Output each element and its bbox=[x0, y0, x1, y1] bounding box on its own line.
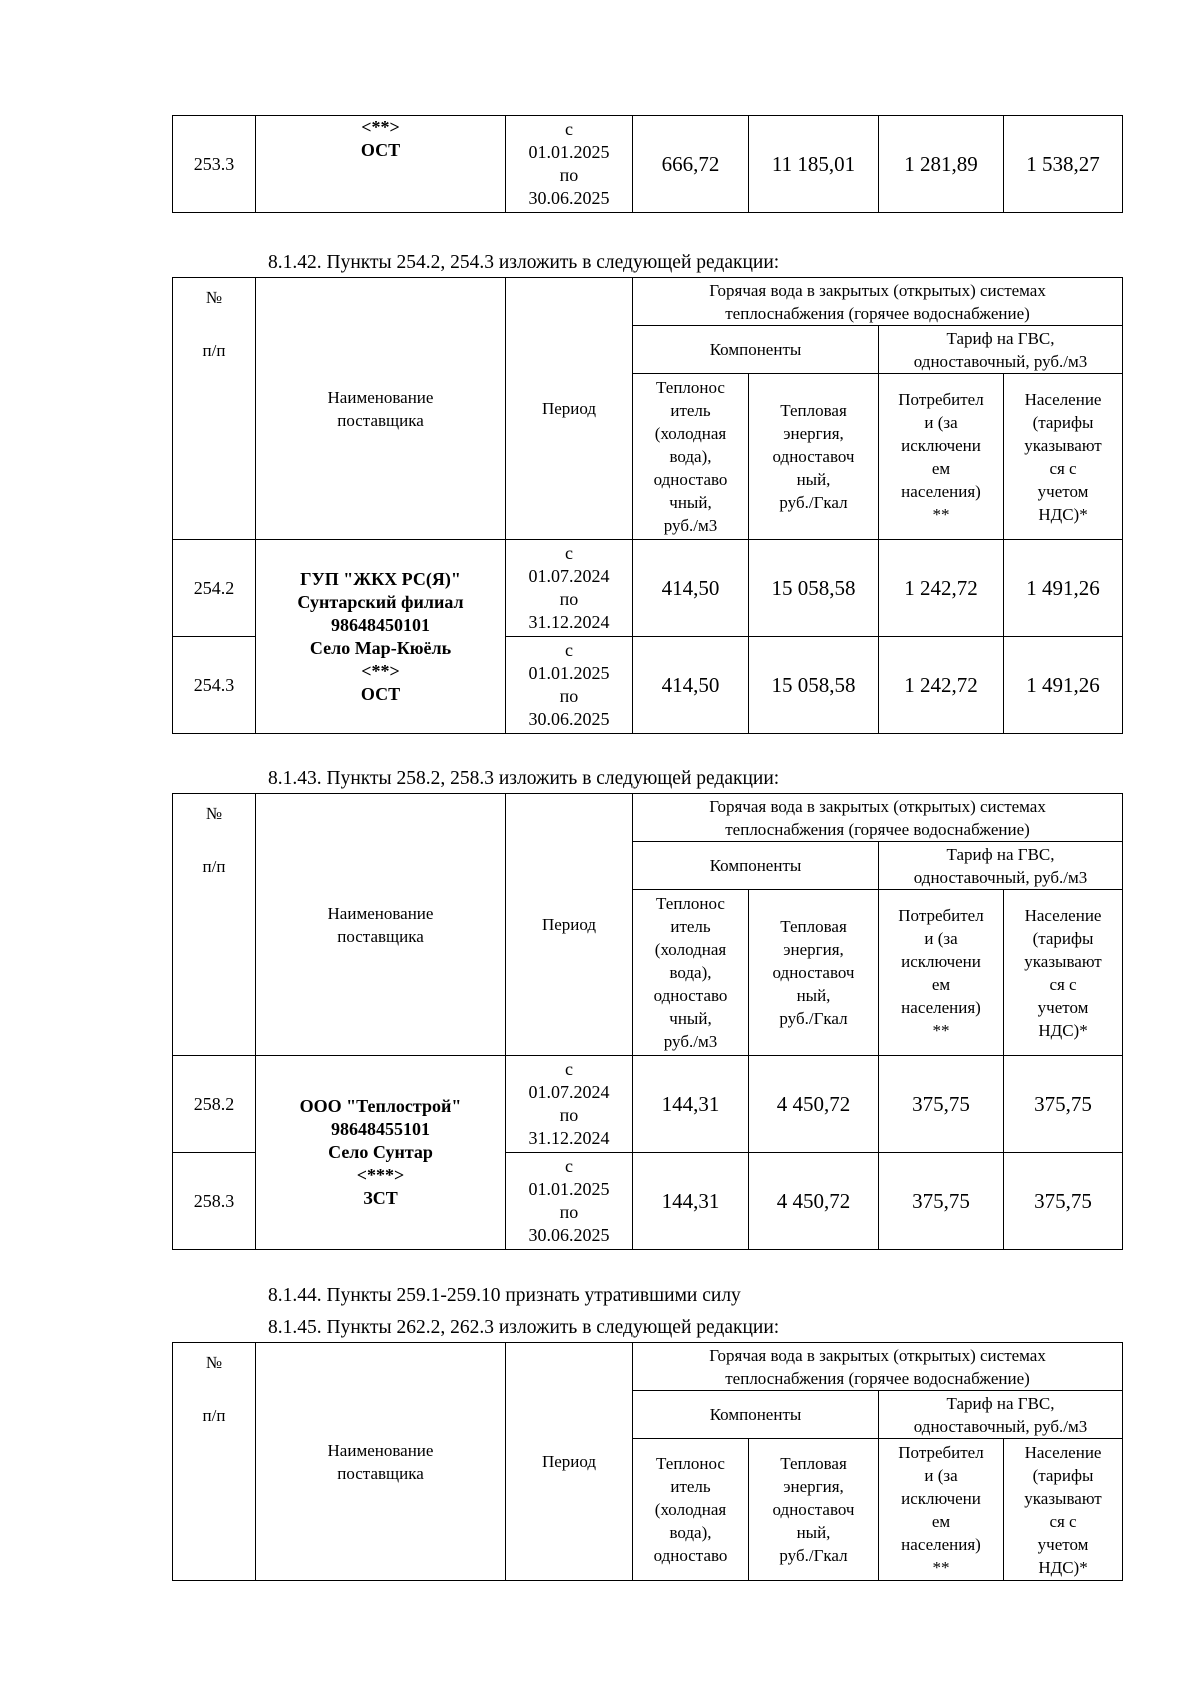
header-supplier bbox=[256, 794, 506, 1056]
header-line: ем bbox=[931, 1511, 951, 1531]
tariff-table-continuation bbox=[172, 115, 1123, 213]
header-line: одноставочный, руб./м3 bbox=[913, 867, 1088, 887]
header-number-abbr: п/п bbox=[202, 1406, 226, 1425]
row-index: 254.2 bbox=[173, 540, 256, 637]
header-line: ** bbox=[932, 504, 950, 524]
supplier-line: ООО "Теплострой" bbox=[299, 1096, 462, 1116]
header-line: Тепловая bbox=[780, 1454, 847, 1473]
header-line: теплоснабжения (горячее водоснабжение) bbox=[725, 303, 1030, 323]
header-components: Компоненты bbox=[633, 842, 879, 890]
period-line: 30.06.2025 bbox=[528, 188, 610, 208]
value-carrier: 414,50 bbox=[633, 540, 749, 637]
value-carrier: 414,50 bbox=[633, 637, 749, 734]
header-line: исключени bbox=[901, 1488, 981, 1508]
period-line: 30.06.2025 bbox=[528, 1225, 610, 1245]
header-heat bbox=[749, 374, 879, 540]
header-line: одноставо bbox=[653, 470, 728, 489]
header-line: ный, bbox=[796, 1523, 831, 1542]
header-line: одноставоч bbox=[772, 1500, 855, 1519]
header-line: итель bbox=[670, 401, 711, 420]
header-line: НДС)* bbox=[1038, 1557, 1088, 1577]
period-line: по bbox=[559, 165, 579, 185]
header-line: Тариф на ГВС, bbox=[946, 328, 1055, 348]
period-line: по bbox=[559, 1202, 579, 1222]
section-heading-8-1-45: 8.1.45. Пункты 262.2, 262.3 изложить в следующей редакции: bbox=[268, 1317, 780, 1338]
period-cell bbox=[506, 637, 633, 734]
header-line: ся с bbox=[1049, 1511, 1077, 1531]
header-line: и (за bbox=[924, 928, 958, 948]
header-carrier bbox=[633, 890, 749, 1056]
header-tariff bbox=[879, 1391, 1123, 1439]
header-line: ся с bbox=[1049, 458, 1077, 478]
header-line: вода), bbox=[669, 1523, 712, 1542]
header-line: одноставочный, руб./м3 bbox=[913, 1416, 1088, 1436]
period-line: 31.12.2024 bbox=[528, 1128, 610, 1148]
header-line: (тарифы bbox=[1032, 1465, 1094, 1485]
header-population bbox=[1004, 890, 1123, 1056]
value-heat: 4 450,72 bbox=[749, 1056, 879, 1153]
header-line: ем bbox=[931, 458, 951, 478]
value-population: 1 491,26 bbox=[1004, 637, 1123, 734]
header-line: ем bbox=[931, 974, 951, 994]
header-line: руб./Гкал bbox=[779, 1546, 848, 1565]
header-line: учетом bbox=[1037, 1534, 1089, 1554]
value-consumers: 375,75 bbox=[879, 1153, 1004, 1250]
header-line: ный, bbox=[796, 470, 831, 489]
supplier-line: ГУП "ЖКХ РС(Я)" bbox=[300, 568, 461, 589]
period-cell bbox=[506, 540, 633, 637]
period-line: с bbox=[565, 543, 573, 563]
header-line: Теплонос bbox=[656, 1454, 725, 1473]
header-group bbox=[633, 1343, 1123, 1391]
header-line: энергия, bbox=[783, 424, 844, 443]
header-population bbox=[1004, 1439, 1123, 1581]
header-line: Население bbox=[1024, 1442, 1102, 1462]
row-index: 254.3 bbox=[173, 637, 256, 734]
header-line: Тепловая bbox=[780, 917, 847, 936]
period-line: с bbox=[565, 640, 573, 660]
header-line: и (за bbox=[924, 1465, 958, 1485]
header-line: чный, bbox=[669, 1009, 712, 1028]
supplier-name-cell bbox=[256, 540, 506, 734]
header-number bbox=[173, 794, 256, 1056]
header-line: руб./Гкал bbox=[779, 493, 848, 512]
value-heat: 4 450,72 bbox=[749, 1153, 879, 1250]
row-index: 258.2 bbox=[173, 1056, 256, 1153]
period-cell bbox=[506, 116, 633, 213]
header-line: Тепловая bbox=[780, 401, 847, 420]
header-group bbox=[633, 278, 1123, 326]
header-carrier bbox=[633, 1439, 749, 1581]
period-line: 01.01.2025 bbox=[528, 1179, 610, 1199]
header-period: Период bbox=[506, 794, 633, 1056]
value-consumers: 1 281,89 bbox=[879, 116, 1004, 213]
header-number-sign: № bbox=[205, 288, 223, 307]
supplier-line: 98648455101 bbox=[331, 1119, 430, 1139]
header-line: Тариф на ГВС, bbox=[946, 1393, 1055, 1413]
header-line: Горячая вода в закрытых (открытых) системах bbox=[709, 280, 1046, 300]
value-carrier: 144,31 bbox=[633, 1056, 749, 1153]
header-consumers bbox=[879, 1439, 1004, 1581]
value-carrier: 666,72 bbox=[633, 116, 749, 213]
supplier-line: <**> bbox=[361, 660, 400, 681]
supplier-line: Село Мар-Кюёль bbox=[309, 637, 452, 658]
header-components: Компоненты bbox=[633, 326, 879, 374]
header-tariff bbox=[879, 326, 1123, 374]
header-line: одноставо bbox=[653, 1546, 728, 1565]
value-consumers: 375,75 bbox=[879, 1056, 1004, 1153]
header-line: Наименование bbox=[327, 903, 434, 923]
period-line: 31.12.2024 bbox=[528, 612, 610, 632]
header-line: ный, bbox=[796, 986, 831, 1005]
header-heat bbox=[749, 890, 879, 1056]
header-consumers bbox=[879, 374, 1004, 540]
header-line: Наименование bbox=[327, 387, 434, 407]
period-line: 01.01.2025 bbox=[528, 663, 610, 683]
header-line: Горячая вода в закрытых (открытых) системах bbox=[709, 796, 1046, 816]
header-line: Потребител bbox=[898, 389, 984, 409]
header-consumers bbox=[879, 890, 1004, 1056]
header-line: (тарифы bbox=[1032, 928, 1094, 948]
period-line: с bbox=[565, 1059, 573, 1079]
header-line: Население bbox=[1024, 389, 1102, 409]
header-line: (холодная bbox=[654, 424, 727, 443]
header-line: Наименование bbox=[327, 1440, 434, 1460]
value-population: 375,75 bbox=[1004, 1153, 1123, 1250]
header-line: поставщика bbox=[337, 926, 424, 946]
period-line: с bbox=[565, 119, 573, 139]
period-line: по bbox=[559, 1105, 579, 1125]
header-line: теплоснабжения (горячее водоснабжение) bbox=[725, 819, 1030, 839]
supplier-line: Сунтарский филиал bbox=[297, 591, 464, 612]
value-population: 1 538,27 bbox=[1004, 116, 1123, 213]
supplier-name-cell bbox=[256, 116, 506, 213]
period-line: 01.07.2024 bbox=[528, 1082, 610, 1102]
supplier-name-cell bbox=[256, 1056, 506, 1250]
header-number-sign: № bbox=[205, 1353, 223, 1372]
header-line: Население bbox=[1024, 905, 1102, 925]
value-heat: 15 058,58 bbox=[749, 637, 879, 734]
header-supplier bbox=[256, 1343, 506, 1581]
header-line: ** bbox=[932, 1557, 950, 1577]
header-line: одноставо bbox=[653, 986, 728, 1005]
header-components: Компоненты bbox=[633, 1391, 879, 1439]
header-line: населения) bbox=[901, 481, 981, 501]
period-line: по bbox=[559, 686, 579, 706]
header-line: Потребител bbox=[898, 1442, 984, 1462]
header-population bbox=[1004, 374, 1123, 540]
tariff-table-8-1-42 bbox=[172, 277, 1123, 734]
header-line: населения) bbox=[901, 1534, 981, 1554]
header-line: Теплонос bbox=[656, 378, 725, 397]
header-period: Период bbox=[506, 1343, 633, 1581]
section-heading-8-1-43: 8.1.43. Пункты 258.2, 258.3 изложить в следующей редакции: bbox=[268, 768, 780, 789]
supplier-line: <**> bbox=[361, 117, 400, 137]
value-carrier: 144,31 bbox=[633, 1153, 749, 1250]
period-line: 01.07.2024 bbox=[528, 566, 610, 586]
supplier-line: 98648450101 bbox=[331, 614, 430, 635]
value-population: 1 491,26 bbox=[1004, 540, 1123, 637]
tariff-table-8-1-45 bbox=[172, 1342, 1123, 1581]
header-number-sign: № bbox=[205, 804, 223, 823]
header-number bbox=[173, 278, 256, 540]
header-group bbox=[633, 794, 1123, 842]
header-line: одноставочный, руб./м3 bbox=[913, 351, 1088, 371]
header-line: итель bbox=[670, 917, 711, 936]
row-index: 253.3 bbox=[173, 116, 256, 213]
row-index: 258.3 bbox=[173, 1153, 256, 1250]
header-line: вода), bbox=[669, 447, 712, 466]
header-tariff bbox=[879, 842, 1123, 890]
header-line: (холодная bbox=[654, 940, 727, 959]
supplier-line: Село Сунтар bbox=[328, 1142, 433, 1162]
period-cell bbox=[506, 1153, 633, 1250]
header-line: Горячая вода в закрытых (открытых) системах bbox=[709, 1345, 1046, 1365]
header-line: Потребител bbox=[898, 905, 984, 925]
supplier-line: ОСТ bbox=[360, 683, 401, 704]
header-line: указывают bbox=[1024, 951, 1102, 971]
header-period: Период bbox=[506, 278, 633, 540]
header-line: одноставоч bbox=[772, 963, 855, 982]
header-line: населения) bbox=[901, 997, 981, 1017]
header-carrier bbox=[633, 374, 749, 540]
header-line: исключени bbox=[901, 951, 981, 971]
header-line: поставщика bbox=[337, 410, 424, 430]
header-line: энергия, bbox=[783, 940, 844, 959]
header-number bbox=[173, 1343, 256, 1581]
header-line: вода), bbox=[669, 963, 712, 982]
value-heat: 15 058,58 bbox=[749, 540, 879, 637]
period-line: с bbox=[565, 1156, 573, 1176]
header-line: энергия, bbox=[783, 1477, 844, 1496]
header-line: руб./м3 bbox=[663, 516, 718, 535]
period-line: по bbox=[559, 589, 579, 609]
header-line: ся с bbox=[1049, 974, 1077, 994]
header-line: НДС)* bbox=[1038, 504, 1088, 524]
supplier-line: ЗСТ bbox=[363, 1188, 398, 1208]
header-line: указывают bbox=[1024, 435, 1102, 455]
header-line: ** bbox=[932, 1020, 950, 1040]
header-line: чный, bbox=[669, 493, 712, 512]
tariff-table-8-1-43 bbox=[172, 793, 1123, 1250]
value-heat: 11 185,01 bbox=[749, 116, 879, 213]
header-line: Тариф на ГВС, bbox=[946, 844, 1055, 864]
header-supplier bbox=[256, 278, 506, 540]
supplier-line: <***> bbox=[356, 1165, 405, 1185]
period-cell bbox=[506, 1056, 633, 1153]
period-line: 01.01.2025 bbox=[528, 142, 610, 162]
header-number-abbr: п/п bbox=[202, 341, 226, 360]
section-heading-8-1-44: 8.1.44. Пункты 259.1-259.10 признать утратившими силу bbox=[268, 1285, 741, 1306]
header-line: руб./Гкал bbox=[779, 1009, 848, 1028]
supplier-line: ОСТ bbox=[360, 140, 401, 160]
header-line: учетом bbox=[1037, 481, 1089, 501]
header-line: теплоснабжения (горячее водоснабжение) bbox=[725, 1368, 1030, 1388]
header-line: поставщика bbox=[337, 1463, 424, 1483]
header-line: НДС)* bbox=[1038, 1020, 1088, 1040]
header-line: (холодная bbox=[654, 1500, 727, 1519]
table-row bbox=[173, 1056, 1123, 1153]
header-line: Теплонос bbox=[656, 894, 725, 913]
section-heading-8-1-42: 8.1.42. Пункты 254.2, 254.3 изложить в следующей редакции: bbox=[268, 252, 780, 273]
header-line: одноставоч bbox=[772, 447, 855, 466]
header-line: (тарифы bbox=[1032, 412, 1094, 432]
period-line: 30.06.2025 bbox=[528, 709, 610, 729]
header-line: указывают bbox=[1024, 1488, 1102, 1508]
header-line: итель bbox=[670, 1477, 711, 1496]
value-consumers: 1 242,72 bbox=[879, 637, 1004, 734]
header-line: учетом bbox=[1037, 997, 1089, 1017]
value-population: 375,75 bbox=[1004, 1056, 1123, 1153]
header-number-abbr: п/п bbox=[202, 857, 226, 876]
header-line: и (за bbox=[924, 412, 958, 432]
header-line: руб./м3 bbox=[663, 1032, 718, 1051]
header-line: исключени bbox=[901, 435, 981, 455]
value-consumers: 1 242,72 bbox=[879, 540, 1004, 637]
table-row bbox=[173, 540, 1123, 637]
header-heat bbox=[749, 1439, 879, 1581]
